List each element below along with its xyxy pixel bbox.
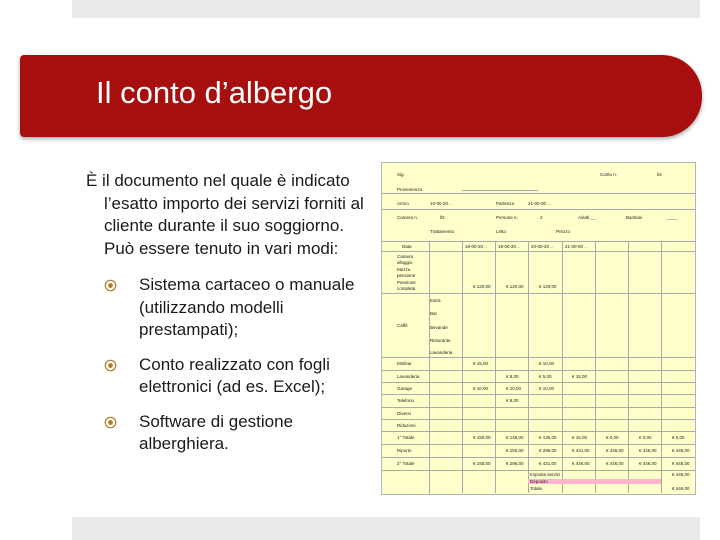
form-extra-label: Bevande [430,325,448,330]
grid-line [382,470,695,471]
form-value: € 150,00 [473,435,491,440]
form-value: € 446,00 [672,461,690,466]
form-bambini: Bambini [626,215,643,220]
form-value: € 296,00 [506,461,524,466]
text-content [86,170,376,468]
total-label: 1° Totale [397,435,415,440]
grid-line [382,293,695,294]
grid-col [595,241,596,493]
form-line [382,209,695,210]
form-value: € 0,00 [672,435,685,440]
form-trattamento: Trattamento [430,229,455,234]
grid-col [462,241,463,493]
top-band [72,0,700,18]
page-title: Il conto d’albergo [96,75,333,110]
form-left-label: Mezza [397,267,411,272]
form-line [382,193,695,194]
form-value: € 446,00 [572,461,590,466]
bullet-item [86,274,376,342]
bullet-item [86,354,376,399]
form-value: € 10,00 [539,386,555,391]
grid-line [382,457,695,458]
final-label: Imposta servizi [530,472,561,477]
form-conto: Conto n. [600,172,618,177]
misc-label: Riduzioni [397,423,416,428]
bullet-icon [104,416,117,429]
form-left-label: completa [397,286,416,291]
form-value: € 146,00 [506,435,524,440]
form-arrivo: Arrivo [397,201,409,206]
grid-col [628,241,629,493]
form-persone: Persone n. [496,215,518,220]
form-value: € 15,00 [473,361,489,366]
form-partenza: Partenza [496,201,515,206]
title-bar [20,55,702,137]
form-prezzo: Prezzo [556,229,571,234]
form-extra-label: Bar [430,311,438,316]
form-left-label: Pensione [397,280,416,285]
grid-col [528,241,529,493]
form-value: € 10,00 [539,361,555,366]
form-provenienza: Provenienza [397,187,423,192]
form-extra-label: Extra [430,298,441,303]
form-value: € 5,00 [539,374,552,379]
grid-line [382,357,695,358]
form-value: € 15,00 [572,374,588,379]
form-sig: Sig. [397,172,405,177]
grid-line [382,394,695,395]
grid-col [495,241,496,493]
form-value: € 0,00 [639,435,652,440]
form-value: € 446,00 [606,461,624,466]
form-line [462,190,538,191]
form-extra-label: Caffè [397,323,408,328]
bullet-text: Sistema cartaceo o manuale (utilizzando modelli prestampati); [139,275,355,339]
form-extra-label: Ristorante [430,338,451,343]
total-label: Riporto [397,448,412,453]
form-value: € 0,00 [606,435,619,440]
total-label: 2° Totale [397,461,415,466]
form-value: € 446,00 [639,448,657,453]
form-bs: bs [657,172,662,177]
bullet-text: Software di gestione alberghiera. [139,411,294,453]
form-date: 20-00-20 .. [531,244,553,249]
form-value: € 446,00 [672,448,690,453]
misc-label: Diversi [397,411,411,416]
bullet-item [86,411,376,456]
form-value: € 10,00 [473,386,489,391]
bullet-icon [104,279,117,292]
form-left-label: Camera [397,254,414,259]
form-value: € 446,00 [606,448,624,453]
form-value: € 446,00 [672,486,690,491]
form-value: € 431,00 [539,461,557,466]
form-value: € 10,00 [506,386,522,391]
grid-col [562,241,563,493]
extra-item-label: Garage [397,386,413,391]
form-value: € 120,00 [506,284,524,289]
form-value: € 296,00 [539,448,557,453]
final-label: Deposito [530,479,548,484]
hotel-bill-form [381,162,696,495]
grid-line [382,431,695,432]
form-bambini-val: ____ [667,215,678,220]
form-value: € 120,00 [539,284,557,289]
form-date: 21-00-00 .. [565,244,587,249]
form-extra-label: Lavanderia [430,350,453,355]
form-value: € 150,00 [473,461,491,466]
form-value: € 150,00 [506,448,524,453]
intro-text: È il documento nel quale è indicato l’esatto importo dei servizi forniti al cliente durante il suo soggiorno. Può essere tenuto in vari modi: [86,171,364,258]
form-camera-val: ll3 [440,215,445,220]
final-label: Totale [530,486,543,491]
form-value: € 15,00 [572,435,588,440]
grid-line [382,382,695,383]
bullet-text: Conto realizzato con fogli elettronici (ad es. Excel); [139,354,330,396]
form-persone-val: 2 [540,215,543,220]
form-arrivo-val: 10-00-20 .. [430,201,452,206]
form-camera: Camera n. [397,215,419,220]
grid-line [382,370,695,371]
extra-item-label: Telefono [397,398,415,403]
form-date: 19-00-20 .. [498,244,520,249]
form-date: 18-00-20 .. [465,244,487,249]
grid-line [382,444,695,445]
grid-line [382,407,695,408]
extra-item-label: Minibar [397,361,412,366]
form-tratt-val: Letto [496,229,507,234]
form-adulti: Adulti __ [578,215,596,220]
bullet-icon [104,359,117,372]
bottom-band [72,517,700,540]
form-value: € 120,00 [473,284,491,289]
form-value: € 135,00 [539,435,557,440]
form-value: € 8,00 [506,398,519,403]
form-value: € 446,00 [639,461,657,466]
extra-item-label: Lavanderia [397,374,420,379]
grid-col [661,241,662,493]
form-data-label: Data [402,244,412,249]
form-value: € 431,00 [572,448,590,453]
form-partenza-val: 21-00-00 .. [528,201,550,206]
form-left-label: pensione [397,273,416,278]
form-left-label: alloggio [397,260,413,265]
form-value: € 8,00 [506,374,519,379]
form-value: € 446,00 [672,472,690,477]
grid-line [382,419,695,420]
